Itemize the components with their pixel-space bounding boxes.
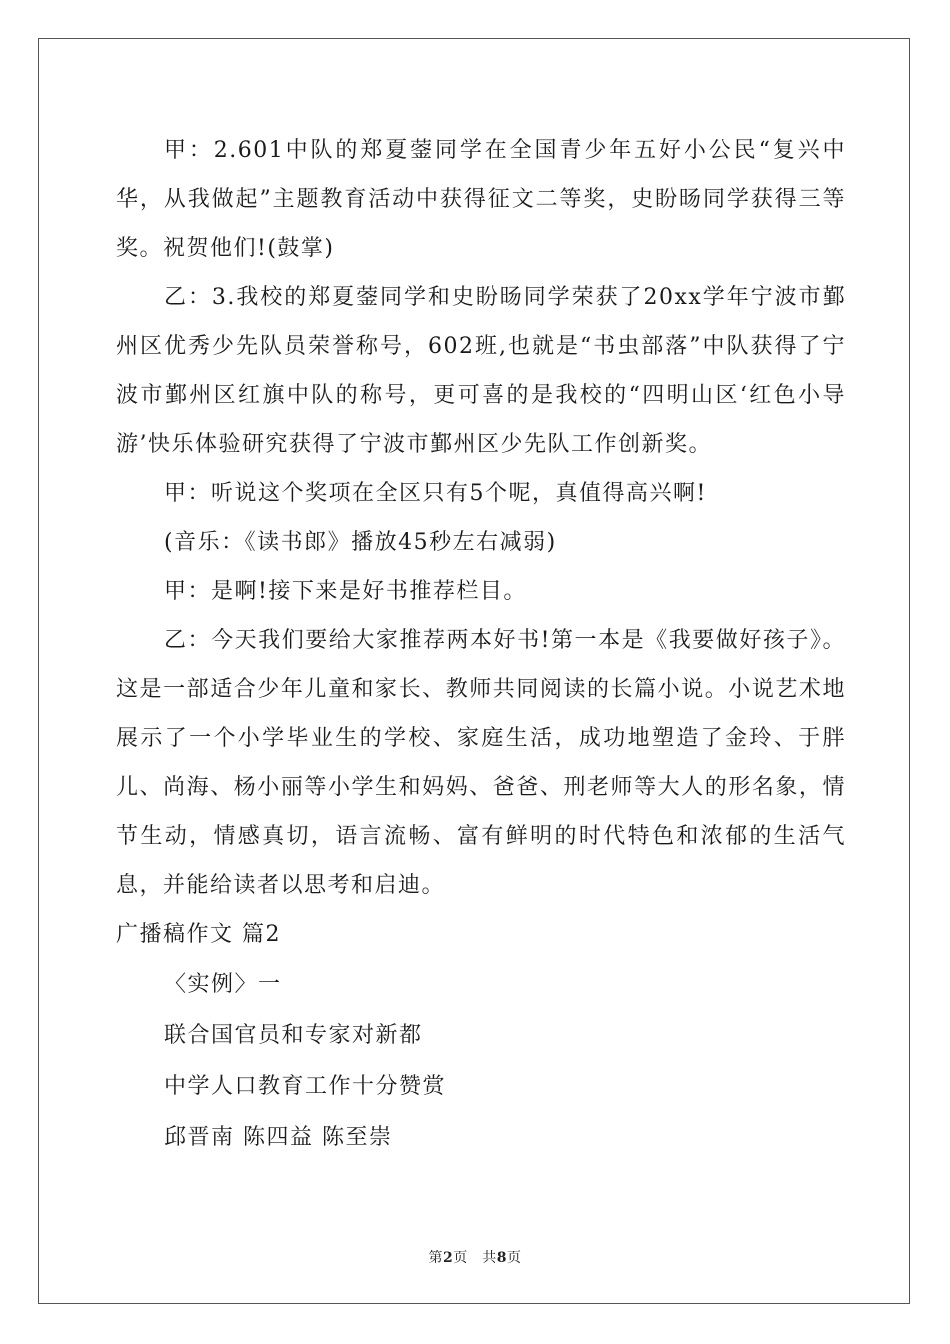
paragraph: 甲：是啊!接下来是好书推荐栏目。 <box>164 579 527 604</box>
paragraph: 乙：今天我们要给大家推荐两本好书!第一本是《我要做好孩子》。这是一部适合少年儿童和家长、教师共同阅读的长篇小说。小说艺术地展示了一个小学毕业生的学校、家庭生活，成功地塑造了金玲、于胖儿、尚海、杨小丽等小学生和妈妈、爸爸、刑老师等大人的形名象，情节生动，情感真切，语言流畅、富有鲜明的时代特色和浓郁的生活气息，并能给读者以思考和启迪。 <box>116 628 846 898</box>
document-body <box>116 126 846 1163</box>
page-footer <box>0 1247 950 1267</box>
total-page-number: 8 <box>496 1250 507 1266</box>
paragraph: (音乐：《读书郎》播放45秒左右减弱) <box>164 530 557 555</box>
example-line: 〈实例〉一 <box>164 972 282 997</box>
example-line: 联合国官员和专家对新都 <box>164 1023 423 1048</box>
footer-prefix: 第 <box>428 1250 443 1266</box>
paragraph: 甲：听说这个奖项在全区只有5个呢，真值得高兴啊! <box>164 481 707 506</box>
paragraph: 甲：2.601中队的郑夏蓥同学在全国青少年五好小公民“复兴中华，从我做起”主题教育活动中获得征文二等奖，史盼旸同学获得三等奖。祝贺他们!(鼓掌) <box>116 138 846 261</box>
current-page-number: 2 <box>443 1250 454 1266</box>
example-line: 中学人口教育工作十分赞赏 <box>164 1074 447 1099</box>
section-heading: 广播稿作文 篇2 <box>116 922 281 947</box>
footer-suffix: 页 <box>507 1250 522 1266</box>
example-line: 邱晋南 陈四益 陈至崇 <box>164 1125 393 1150</box>
paragraph: 乙：3.我校的郑夏蓥同学和史盼旸同学荣获了20xx学年宁波市鄞州区优秀少先队员荣誉称号，602班,也就是“书虫部落”中队获得了宁波市鄞州区红旗中队的称号，更可喜的是我校的“四明山区‘红色小导游’快乐体验研究获得了宁波市鄞州区少先队工作创新奖。 <box>116 285 846 457</box>
footer-mid: 页 共 <box>453 1250 497 1266</box>
